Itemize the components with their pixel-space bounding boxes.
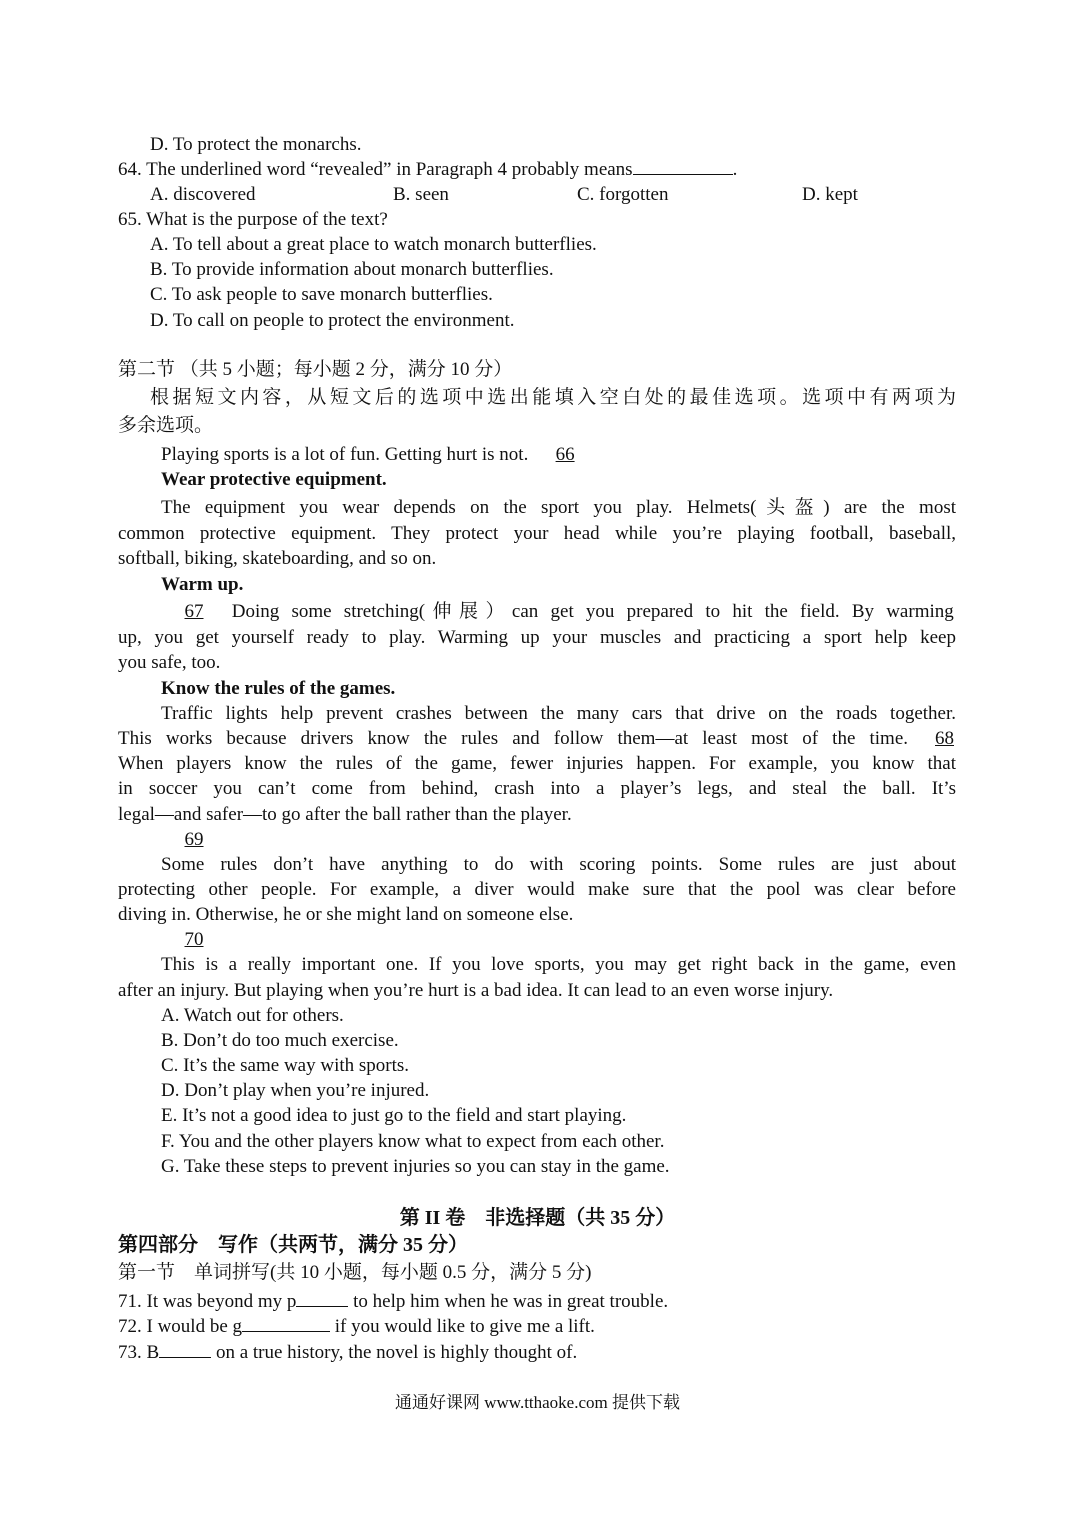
option-e: E. It’s not a good idea to just go to the field and start playing. xyxy=(161,1105,627,1126)
paragraph2-line2: up, you get yourself ready to play. Warming up your muscles and practicing a sport help keep xyxy=(118,627,956,648)
option-f: F. You and the other players know what to expect from each other. xyxy=(161,1131,665,1152)
heading-know-rules: Know the rules of the games. xyxy=(161,678,396,699)
volume2-title: 第 II 卷 非选择题（共 35 分） xyxy=(399,1207,676,1229)
part4-section1-heading: 第一节 单词拼写(共 10 小题，每小题 0.5 分，满分 5 分) xyxy=(118,1262,592,1283)
option-c: C. It’s the same way with sports. xyxy=(161,1055,410,1076)
paragraph4-line1: Some rules don’t have anything to do with scoring points. Some rules are just about xyxy=(161,854,956,875)
blank-67: 67 xyxy=(184,601,204,622)
q64-stem-text: 64. The underlined word “revealed” in Paragraph 4 probably means xyxy=(118,159,633,180)
paragraph4-line3: diving in. Otherwise, he or she might land on someone else. xyxy=(118,904,574,925)
paragraph5-line1: This is a really important one. If you love sports, you may get right back in the game, even xyxy=(161,954,956,975)
q65-stem: 65. What is the purpose of the text? xyxy=(118,209,388,230)
passage-intro-text: Playing sports is a lot of fun. Getting hurt is not. xyxy=(161,444,529,465)
paragraph5-line2: after an injury. But playing when you’re hurt is a bad idea. It can lead to an even worse injury. xyxy=(118,980,834,1001)
q64-option-a: A. discovered xyxy=(150,184,256,205)
q65-option-c: C. To ask people to save monarch butterflies. xyxy=(150,284,493,305)
spelling-q72 xyxy=(118,1314,595,1339)
paragraph1-line2: common protective equipment. They protect your head while you’re playing football, baseball, xyxy=(118,523,956,544)
blank-69-row xyxy=(161,827,227,852)
paragraph1-line1: The equipment you wear depends on the sport you play. Helmets(头盔) are the most xyxy=(161,497,956,518)
q73-blank xyxy=(159,1340,211,1358)
section2-instruction-line1: 根据短文内容，从短文后的选项中选出能填入空白处的最佳选项。选项中有两项为 xyxy=(150,387,956,408)
paragraph2-line1-text: Doing some stretching(伸展）can get you prepared to hit the field. By warming xyxy=(231,601,954,622)
blank-69: 69 xyxy=(184,829,204,850)
passage-intro xyxy=(161,442,597,467)
blank-70-row xyxy=(161,927,227,952)
q71-blank xyxy=(296,1289,348,1307)
paragraph3-line4: in soccer you can’t come from behind, crash into a player’s legs, and steal the ball. It’s xyxy=(118,778,956,799)
q65-option-d: D. To call on people to protect the environment. xyxy=(150,310,515,331)
q72-blank xyxy=(242,1314,330,1332)
q65-option-a: A. To tell about a great place to watch monarch butterflies. xyxy=(150,234,597,255)
section2-instruction-line2: 多余选项。 xyxy=(118,415,214,436)
spelling-q73 xyxy=(118,1340,577,1365)
q64-stem-end: . xyxy=(732,159,738,180)
paragraph3-line3: When players know the rules of the game, fewer injuries happen. For example, you know that xyxy=(118,753,956,774)
paragraph3-line2 xyxy=(118,726,956,751)
q73-text-after: on a true history, the novel is highly thought of. xyxy=(211,1342,578,1363)
paragraph4-line2: protecting other people. For example, a diver would make sure that the pool was clear before xyxy=(118,879,956,900)
q64-answer-blank xyxy=(633,157,733,175)
q65-option-b: B. To provide information about monarch butterflies. xyxy=(150,259,554,280)
blank-70: 70 xyxy=(184,929,204,950)
paragraph3-line2-text: This works because drivers know the rules and follow them—at least most of the time. xyxy=(118,728,908,749)
option-d: D. Don’t play when you’re injured. xyxy=(161,1080,430,1101)
option-b: B. Don’t do too much exercise. xyxy=(161,1030,399,1051)
section2-heading: 第二节 （共 5 小题；每小题 2 分，满分 10 分） xyxy=(118,359,513,380)
q64-stem xyxy=(118,157,737,182)
heading-wear-equipment: Wear protective equipment. xyxy=(161,469,387,490)
option-a: A. Watch out for others. xyxy=(161,1005,344,1026)
q73-text-before: 73. B xyxy=(118,1342,160,1363)
blank-68: 68 xyxy=(935,728,954,749)
heading-warm-up: Warm up. xyxy=(161,574,244,595)
q63-option-d: D. To protect the monarchs. xyxy=(150,134,362,155)
paragraph1-line3: softball, biking, skateboarding, and so on. xyxy=(118,548,437,569)
q71-text-after: to help him when he was in great trouble. xyxy=(348,1291,669,1312)
option-g: G. Take these steps to prevent injuries so you can stay in the game. xyxy=(161,1156,670,1177)
q64-option-b: B. seen xyxy=(393,184,449,205)
q72-text-after: if you would like to give me a lift. xyxy=(330,1316,595,1337)
page-footer: 通通好课网 www.tthaoke.com 提供下载 xyxy=(394,1393,681,1412)
q64-option-d: D. kept xyxy=(802,184,858,205)
q64-option-c: C. forgotten xyxy=(577,184,669,205)
paragraph3-line1: Traffic lights help prevent crashes between the many cars that drive on the roads together. xyxy=(161,703,956,724)
paragraph2-line1 xyxy=(161,599,956,624)
q71-text-before: 71. It was beyond my p xyxy=(118,1291,297,1312)
q72-text-before: 72. I would be g xyxy=(118,1316,243,1337)
paragraph3-line5: legal—and safer—to go after the ball rather than the player. xyxy=(118,804,572,825)
part4-title: 第四部分 写作（共两节，满分 35 分） xyxy=(118,1234,468,1256)
paragraph2-line3: you safe, too. xyxy=(118,652,221,673)
spelling-q71 xyxy=(118,1289,668,1314)
blank-66: 66 xyxy=(555,444,575,465)
